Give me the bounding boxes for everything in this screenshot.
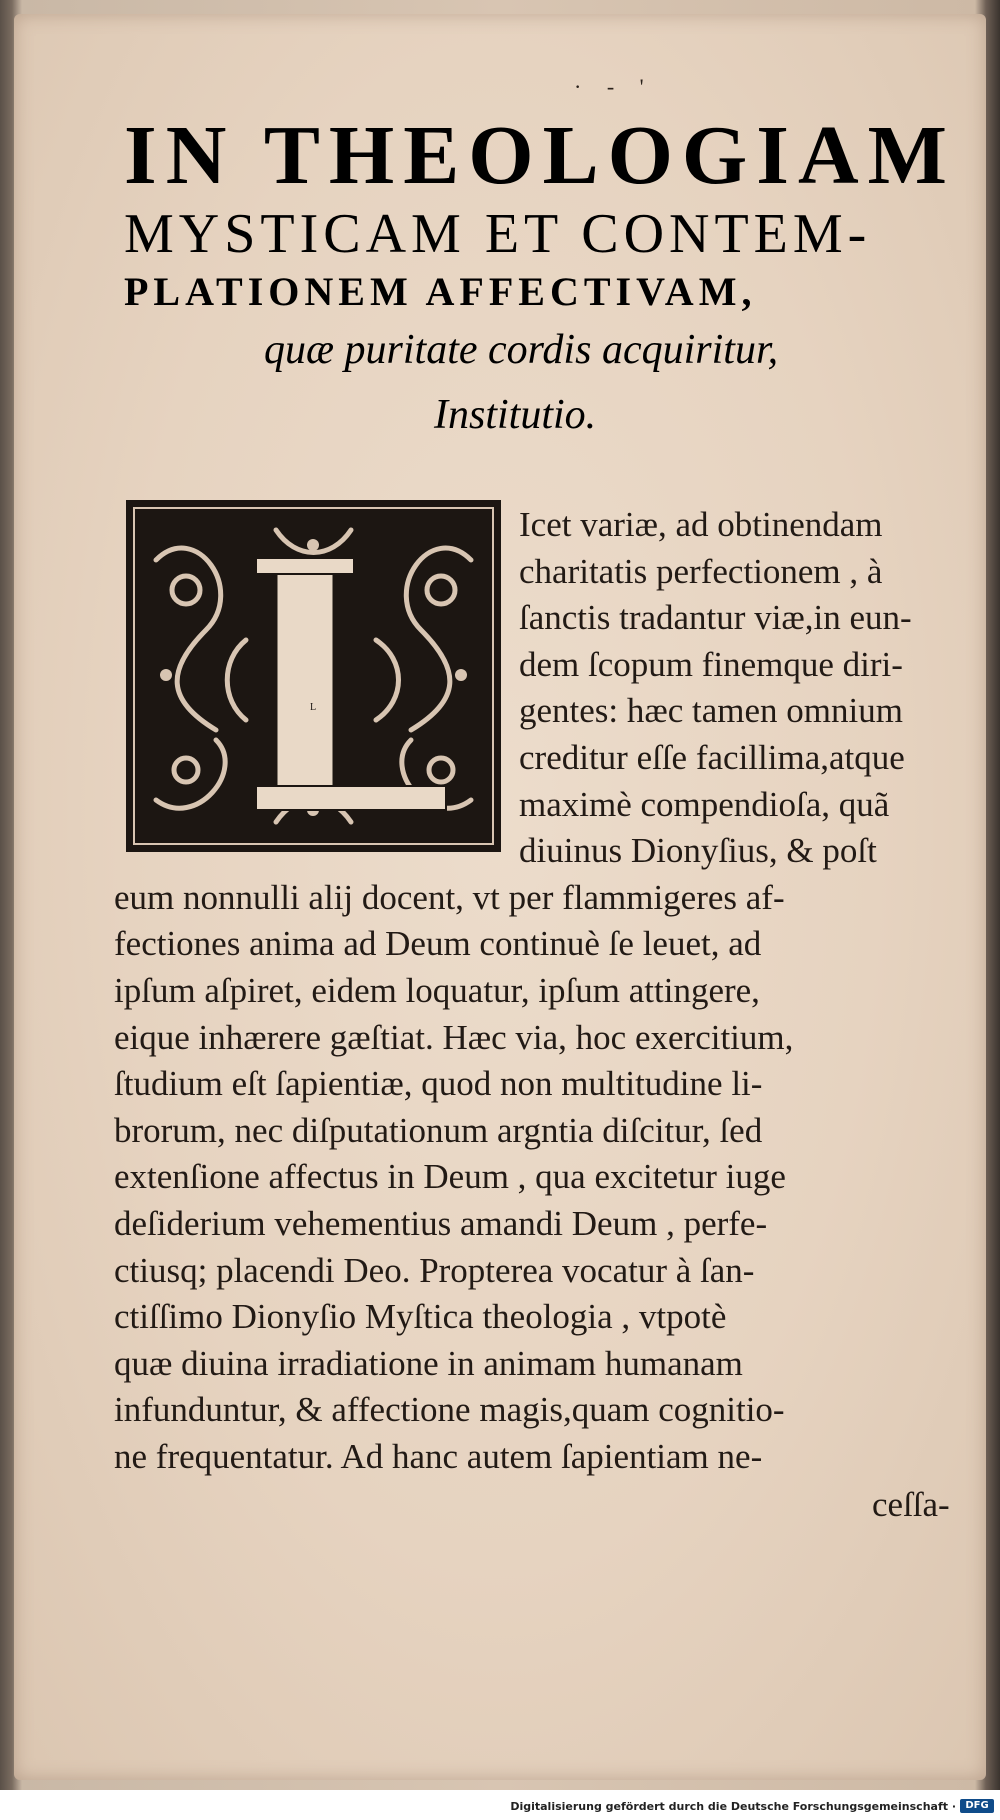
text-line: ne frequentatur. Ad hanc autem ſapientiam ne- [114,1437,763,1476]
page-mark: · - ' [574,74,654,99]
text-line: ſtudium eſt ſapientiæ, quod non multitudine li- [114,1064,763,1104]
text-line: extenſione affectus in Deum , qua excitetur iuge [114,1157,786,1197]
title-line-5: Institutio. [434,392,597,438]
text-line: diuinus Dionyſius, & poſt [519,831,877,871]
text-line: gentes: hæc tamen omnium [519,691,903,731]
title-line-3: PLATIONEM AFFECTIVAM, [124,269,757,314]
text-line: eum nonnulli alij docent, vt per flammigeres af- [114,877,785,917]
text-line: creditur eſſe facillima,atque [519,738,905,777]
text-line: dem ſcopum finemque diri- [519,644,903,684]
text-line: ctiusq; placendi Deo. Propterea vocatur à ſan- [114,1250,755,1290]
text-line: ſanctis tradantur viæ,in eun- [519,598,912,638]
text-line: eique inhærere gæſtiat. Hæc via, hoc exercitium, [114,1017,794,1057]
text-line: fectiones anima ad Deum continuè ſe leuet, ad [114,924,762,964]
text-line: ctiſſimo Dionyſio Myſtica theologia , vtpotè [114,1297,727,1337]
title-line-2: MYSTICAM ET CONTEM- [124,203,872,265]
text-line: quæ diuina irradiatione in animam humanam [114,1343,743,1383]
text-line: infunduntur, & affectione magis,quam cognitio- [114,1390,785,1430]
initial-letter-text: L [309,702,317,713]
title-line-4: quæ puritate cordis acquiritur, [264,327,779,373]
decorated-initial-letter [126,500,501,852]
footer-bar [0,1790,1000,1820]
text-line: ipſum aſpiret, eidem loquatur, ipſum attingere, [114,971,760,1010]
text-line: maximè compendioſa, quã [519,784,890,824]
book-page [14,14,986,1780]
catchword: ceſſa- [872,1485,950,1524]
title-line-1: IN THEOLOGIAM [124,109,956,202]
text-line: Icet variæ, ad obtinendam [519,505,883,544]
text-line: deſiderium vehementius amandi Deum , perfe- [114,1204,768,1243]
text-line: brorum, nec diſputationum argntia diſcitur, ſed [114,1110,763,1150]
text-line: charitatis perfectionem , à [519,551,883,591]
dfg-logo: DFG [960,1799,994,1813]
footer-credit: Digitalisierung gefördert durch die Deutsche Forschungsgemeinschaft · [510,1800,956,1813]
